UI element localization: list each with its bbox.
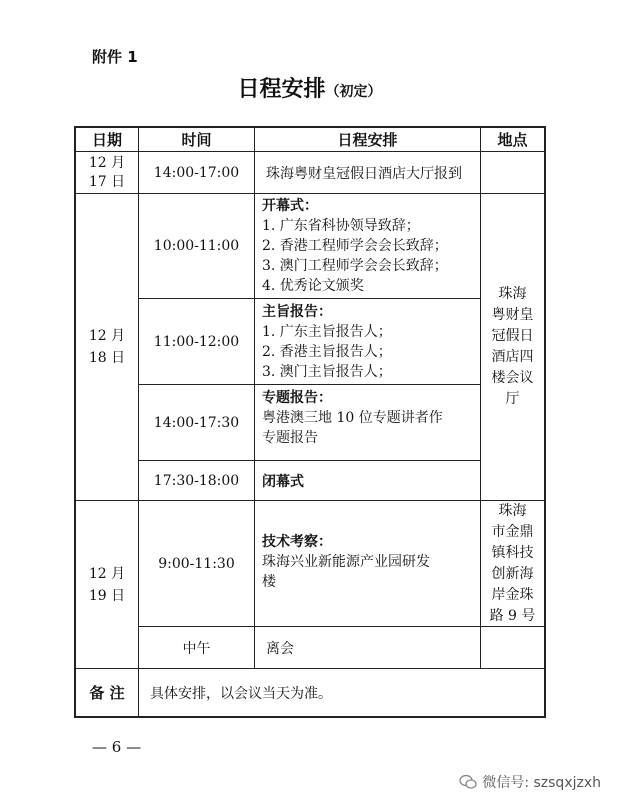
agenda-closing: 闭幕式 (262, 473, 304, 490)
agenda-topic-reports (262, 388, 478, 448)
header-date: 日期 (91, 131, 122, 149)
title-subtitle: （初定） (325, 84, 382, 100)
tech-visit-heading: 技术考察： (262, 534, 332, 550)
date-dec-17: 12 月 17 日 (88, 154, 126, 190)
time-opening: 10:00-11:00 (153, 238, 240, 254)
watermark (459, 772, 601, 792)
header-agenda: 日程安排 (337, 131, 398, 149)
list-item: 2. 香港主旨报告人； (262, 344, 392, 360)
remark-text: 具体安排，以会议当天为准。 (150, 685, 332, 702)
header-time: 时间 (181, 131, 212, 149)
remark-label: 备 注 (89, 684, 125, 702)
time-topic-reports: 14:00-17:30 (153, 414, 240, 431)
list-item: 3. 澳门工程师学会会长致辞； (262, 258, 448, 274)
list-item: 1. 广东省科协领导致辞； (262, 218, 420, 234)
agenda-departure: 离会 (266, 640, 294, 657)
location-day2: 珠海 粤财皇 冠假日 酒店四 楼会议 厅 (491, 286, 534, 407)
list-item: 珠海兴业新能源产业园研发 (262, 554, 430, 570)
page-title (0, 72, 619, 103)
list-item: 1. 广东主旨报告人； (262, 324, 392, 340)
opening-heading: 开幕式： (262, 198, 318, 214)
date-dec-19: 12 月 19 日 (88, 565, 126, 604)
agenda-keynote (262, 302, 478, 382)
list-item: 2. 香港工程师学会会长致辞； (262, 238, 448, 254)
col-divider (254, 128, 255, 668)
attachment-label: 附件 1 (92, 48, 138, 66)
agenda-opening (262, 196, 478, 296)
title-text: 日程安排 (237, 77, 326, 102)
keynote-heading: 主旨报告： (262, 304, 332, 320)
date-dec-18: 12 月 18 日 (88, 328, 126, 366)
topic-heading: 专题报告： (262, 390, 332, 406)
time-noon: 中午 (182, 640, 211, 657)
list-item: 4. 优秀论文颁奖 (262, 278, 364, 294)
watermark-text: 微信号: szsqxjzxh (482, 775, 601, 791)
list-item: 3. 澳门主旨报告人； (262, 364, 392, 380)
agenda-registration: 珠海粤财皇冠假日酒店大厅报到 (266, 165, 462, 182)
time-day1: 14:00-17:00 (153, 164, 240, 181)
list-item: 楼 (262, 574, 276, 590)
agenda-tech-visit (262, 532, 478, 592)
location-day3: 珠海 市金鼎 镇科技 创新海 岸金珠 路 9 号 (489, 502, 536, 624)
header-location: 地点 (497, 131, 528, 149)
time-keynote: 11:00-12:00 (153, 333, 240, 350)
list-item: 专题报告 (262, 430, 318, 446)
time-tech-visit: 9:00-11:30 (158, 555, 235, 572)
time-closing: 17:30-18:00 (153, 472, 240, 489)
schedule-table (74, 126, 546, 718)
wechat-icon (459, 774, 477, 790)
list-item: 粤港澳三地 10 位专题讲者作 (262, 410, 443, 426)
page-number: — 6 — (92, 738, 142, 756)
